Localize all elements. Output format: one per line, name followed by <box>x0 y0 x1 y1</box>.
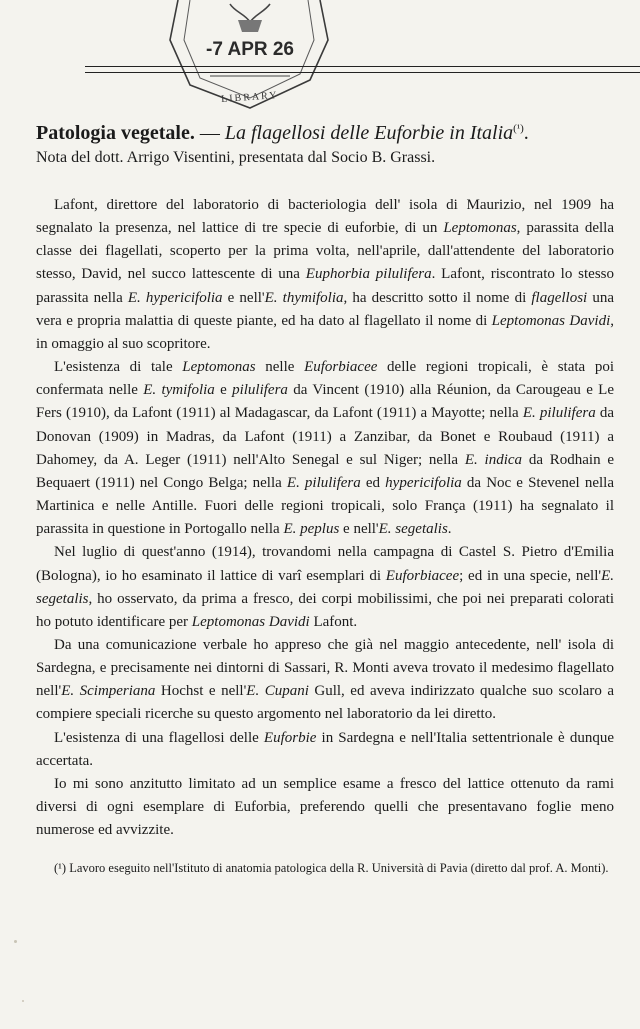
text-run: e nell' <box>339 521 379 538</box>
text-run: da Vincent (1910) alla Réunion, da Carougeau e Le Fers (1910), da Lafont (1911) al Madagascar, da Lafont (1911) a Mayotte; nella <box>36 382 614 422</box>
italic-term: E. Cupani <box>246 683 309 700</box>
italic-term: E. Scimperiana <box>61 683 156 700</box>
text-run: in Sardegna e nell'Italia settentrionale è dunque accertata. <box>36 729 614 769</box>
body-paragraph <box>36 727 614 773</box>
italic-term: E. peplus <box>283 521 340 538</box>
text-run: delle regioni tropicali, è stata poi confermata nelle <box>36 359 614 399</box>
footnote-text: (¹) Lavoro eseguito nell'Istituto di anatomia patologica della R. Università di Pavia (diretto dal prof. A. Monti). <box>54 861 609 875</box>
text-run: da Rodhain e Bequaert (1911) nel Congo Belga; nella <box>36 451 615 491</box>
body-paragraph <box>36 194 614 356</box>
section-heading: Patologia vegetale. <box>36 122 195 144</box>
stamp-library: LIBRARY <box>220 90 279 105</box>
body-paragraph <box>36 634 614 727</box>
italic-term: E. pilulifera <box>522 405 596 422</box>
text-run: , in omaggio al suo scopritore. <box>36 312 614 352</box>
text-run: nelle <box>255 359 305 376</box>
text-run: . <box>447 521 452 538</box>
body-paragraph <box>36 541 614 634</box>
stamp-date: -7 APR 26 <box>206 39 294 60</box>
text-run: Nel luglio di quest'anno (1914), trovandomi nella campagna di Castel S. Pietro d'Emilia (Bologna), io ho esaminato il lattice di varî esemplari di <box>36 544 614 584</box>
italic-term: E. tymifolia <box>143 382 215 399</box>
text-run: Lafont. <box>309 613 358 630</box>
footnote <box>36 858 614 878</box>
text-run: L'esistenza di una flagellosi delle <box>54 729 264 746</box>
italic-term: Euforbiacee <box>385 567 460 584</box>
italic-term: flagellosi <box>531 289 588 306</box>
header-rule-bottom <box>85 72 640 73</box>
text-run: Da una comunicazione verbale ho appreso che già nel maggio antecedente, nell' isola di Sardegna, e precisamente nei dintorni di Sassari, R. Monti aveva trovato il medesimo flagellato nell' <box>36 636 614 700</box>
title-dash: — <box>194 122 225 144</box>
text-run: Lafont, direttore del laboratorio di bacteriologia dell' isola di Maurizio, nel 1909 ha segnalato la presenza, nel lattice di tre specie di euforbie, di un <box>36 197 614 237</box>
italic-term: E. indica <box>464 451 523 468</box>
text-run: Io mi sono anzitutto limitato ad un semplice esame a fresco del lattice ottenuto da rami diversi di ogni esemplare di Euforbia, preferendo quelli che presentavano foglie meno numerose ed avvizzite. <box>36 775 614 839</box>
text-run: una vera e propria malattia di queste piante, ed ha dato al flagellato il nome di <box>36 289 614 329</box>
article-body <box>36 194 614 842</box>
italic-term: Leptomonas <box>182 359 256 376</box>
italic-term: E. thymifolia <box>264 289 344 306</box>
text-run: L'esistenza di tale <box>54 359 183 376</box>
text-run: Hochst e nell' <box>155 683 247 700</box>
italic-term: hypericifolia <box>385 474 462 491</box>
paper-title: La flagellosi delle Euforbie in Italia <box>224 122 514 144</box>
text-run: , ho osservato, da prima a fresco, dei corpi mobilissimi, che poi nei preparati colorati ho potuto identificare per <box>36 590 614 630</box>
body-paragraph <box>36 356 614 541</box>
text-run: da Noc e Stevenel nella Martinica e nelle Antille. Fuori delle regioni tropicali, solo França (1911) ha segnalato il parassita in questione in Portogallo nella <box>36 474 614 538</box>
title-period: . <box>523 122 529 144</box>
italic-term: pilulifera <box>232 382 288 399</box>
italic-term: E. hypericifolia <box>127 289 223 306</box>
italic-term: E. segetalis <box>378 521 448 538</box>
italic-term: Euforbiacee <box>304 359 378 376</box>
footnote-marker: (¹) <box>513 122 524 135</box>
article-title <box>36 122 626 145</box>
header-rule-top <box>85 66 640 67</box>
text-run: , ha descritto sotto il nome di <box>343 289 532 306</box>
body-paragraph <box>36 773 614 842</box>
italic-term: E. pilulifera <box>286 474 361 491</box>
library-stamp <box>150 0 350 120</box>
text-run: e nell' <box>222 289 265 306</box>
text-run: Gull, ed aveva indirizzato qualche suo scolaro a compiere speciali ricerche su questo argomento nel laboratorio da lei diretto. <box>36 683 614 723</box>
italic-term: Leptomonas <box>443 220 517 237</box>
text-run: ed <box>360 474 386 491</box>
author-byline: Nota del dott. Arrigo Visentini, presentata dal Socio B. Grassi. <box>36 149 436 166</box>
paper-speck <box>22 1000 24 1002</box>
italic-term: Leptomonas Davidi <box>191 613 310 630</box>
text-run: e <box>214 382 233 399</box>
paper-speck <box>14 940 17 943</box>
text-run: ; ed in una specie, nell' <box>459 567 602 584</box>
italic-term: Euforbie <box>263 729 317 746</box>
text-run: , parassita della classe dei flagellati, scoperto per la prima volta, nell'aprile, dall'attendente del laboratorio stesso, David, nel succo lattescente di una <box>36 220 614 283</box>
text-run: . Lafont, riscontrato lo stesso parassita nella <box>36 266 614 306</box>
italic-term: Euphorbia pilulifera <box>305 266 432 283</box>
italic-term: Leptomonas Davidi <box>491 312 611 329</box>
text-run: da Donovan (1909) in Madras, da Lafont (1911) a Zanzibar, da Bonet e Roubaud (1911) a Dahomey, da A. Leger (1911) nell'Alto Senegal e sul Niger; nella <box>36 405 614 468</box>
italic-term: E. segetalis <box>36 567 615 607</box>
